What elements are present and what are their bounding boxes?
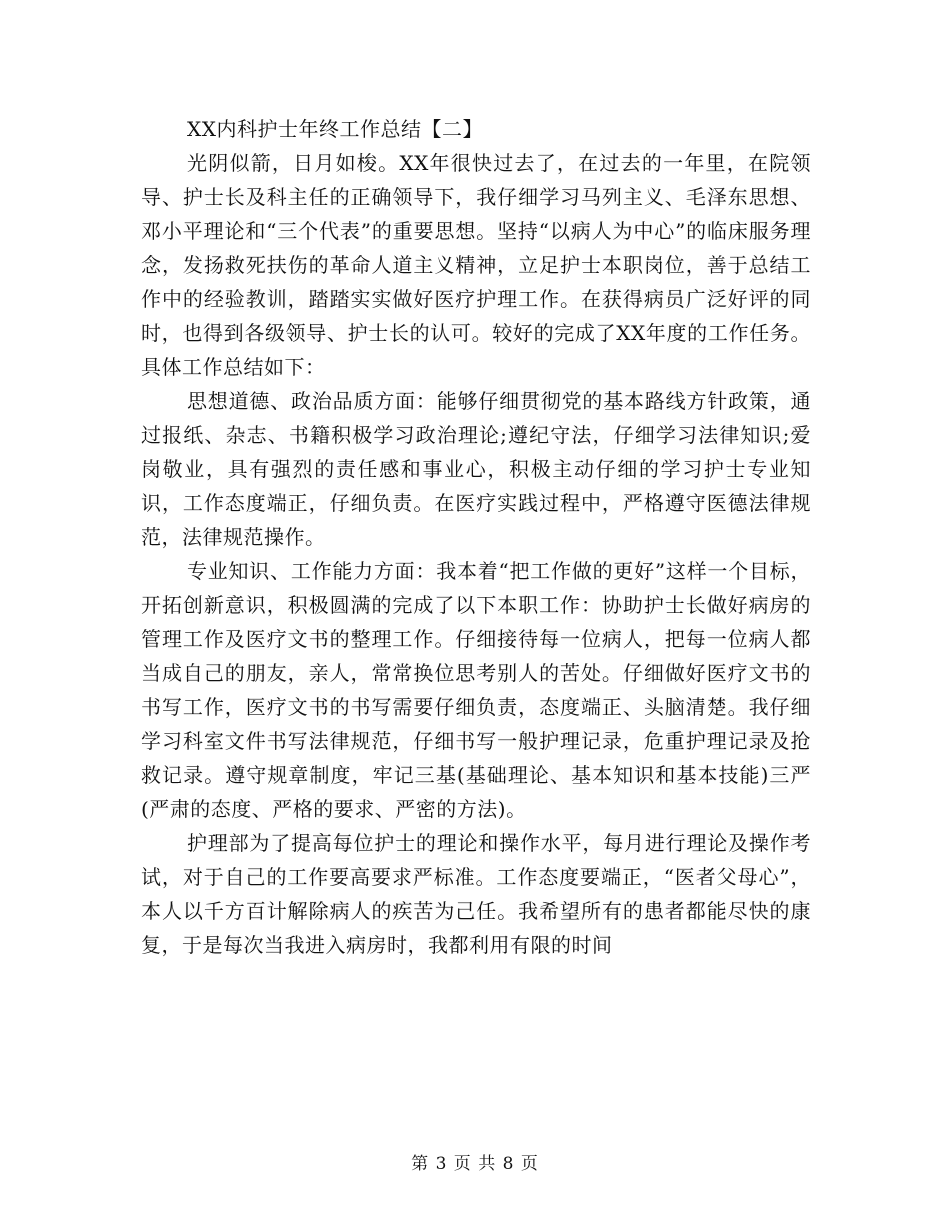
paragraph-professional: 专业知识、工作能力方面：我本着“把工作做的更好”这样一个目标，开拓创新意识，积极圆满的完成了以下本职工作：协助护士长做好病房的管理工作及医疗文书的整理工作。仔细接待每一位病人，把每一位病人都当成自己的朋友，亲人，常常换位思考别人的苦处。仔细做好医疗文书的书写工作，医疗文书的书写需要仔细负责，态度端正、头脑清楚。我仔细学习科室文件书写法律规范，仔细书写一般护理记录，危重护理记录及抢救记录。遵守规章制度，牢记三基(基础理论、基本知识和基本技能)三严(严肃的态度、严格的要求、严密的方法)。 bbox=[141, 559, 811, 821]
paragraph-ethics: 思想道德、政治品质方面：能够仔细贯彻党的基本路线方针政策，通过报纸、杂志、书籍积极学习政治理论;遵纪守法，仔细学习法律知识;爱岗敬业，具有强烈的责任感和事业心，积极主动仔细的学习护士专业知识，工作态度端正，仔细负责。在医疗实践过程中，严格遵守医德法律规范，法律规范操作。 bbox=[141, 389, 811, 549]
paragraph-intro: 光阴似箭，日月如梭。XX年很快过去了，在过去的一年里，在院领导、护士长及科主任的正确领导下，我仔细学习马列主义、毛泽东思想、邓小平理论和“三个代表”的重要思想。坚持“以病人为中心”的临床服务理念，发扬救死扶伤的革命人道主义精神，立足护士本职岗位，善于总结工作中的经验教训，踏踏实实做好医疗护理工作。在获得病员广泛好评的同时，也得到各级领导、护士长的认可。较好的完成了XX年度的工作任务。具体工作总结如下： bbox=[141, 151, 811, 379]
document-body bbox=[141, 112, 811, 962]
page-number-footer: 第 3 页 共 8 页 bbox=[411, 1154, 539, 1174]
document-title: XX内科护士年终工作总结【二】 bbox=[187, 117, 483, 141]
paragraph-nursing-dept: 护理部为了提高每位护士的理论和操作水平，每月进行理论及操作考试，对于自己的工作要高要求严标准。工作态度要端正，“医者父母心”，本人以千方百计解除病人的疾苦为己任。我希望所有的患者都能尽快的康复，于是每次当我进入病房时，我都利用有限的时间 bbox=[141, 831, 811, 957]
